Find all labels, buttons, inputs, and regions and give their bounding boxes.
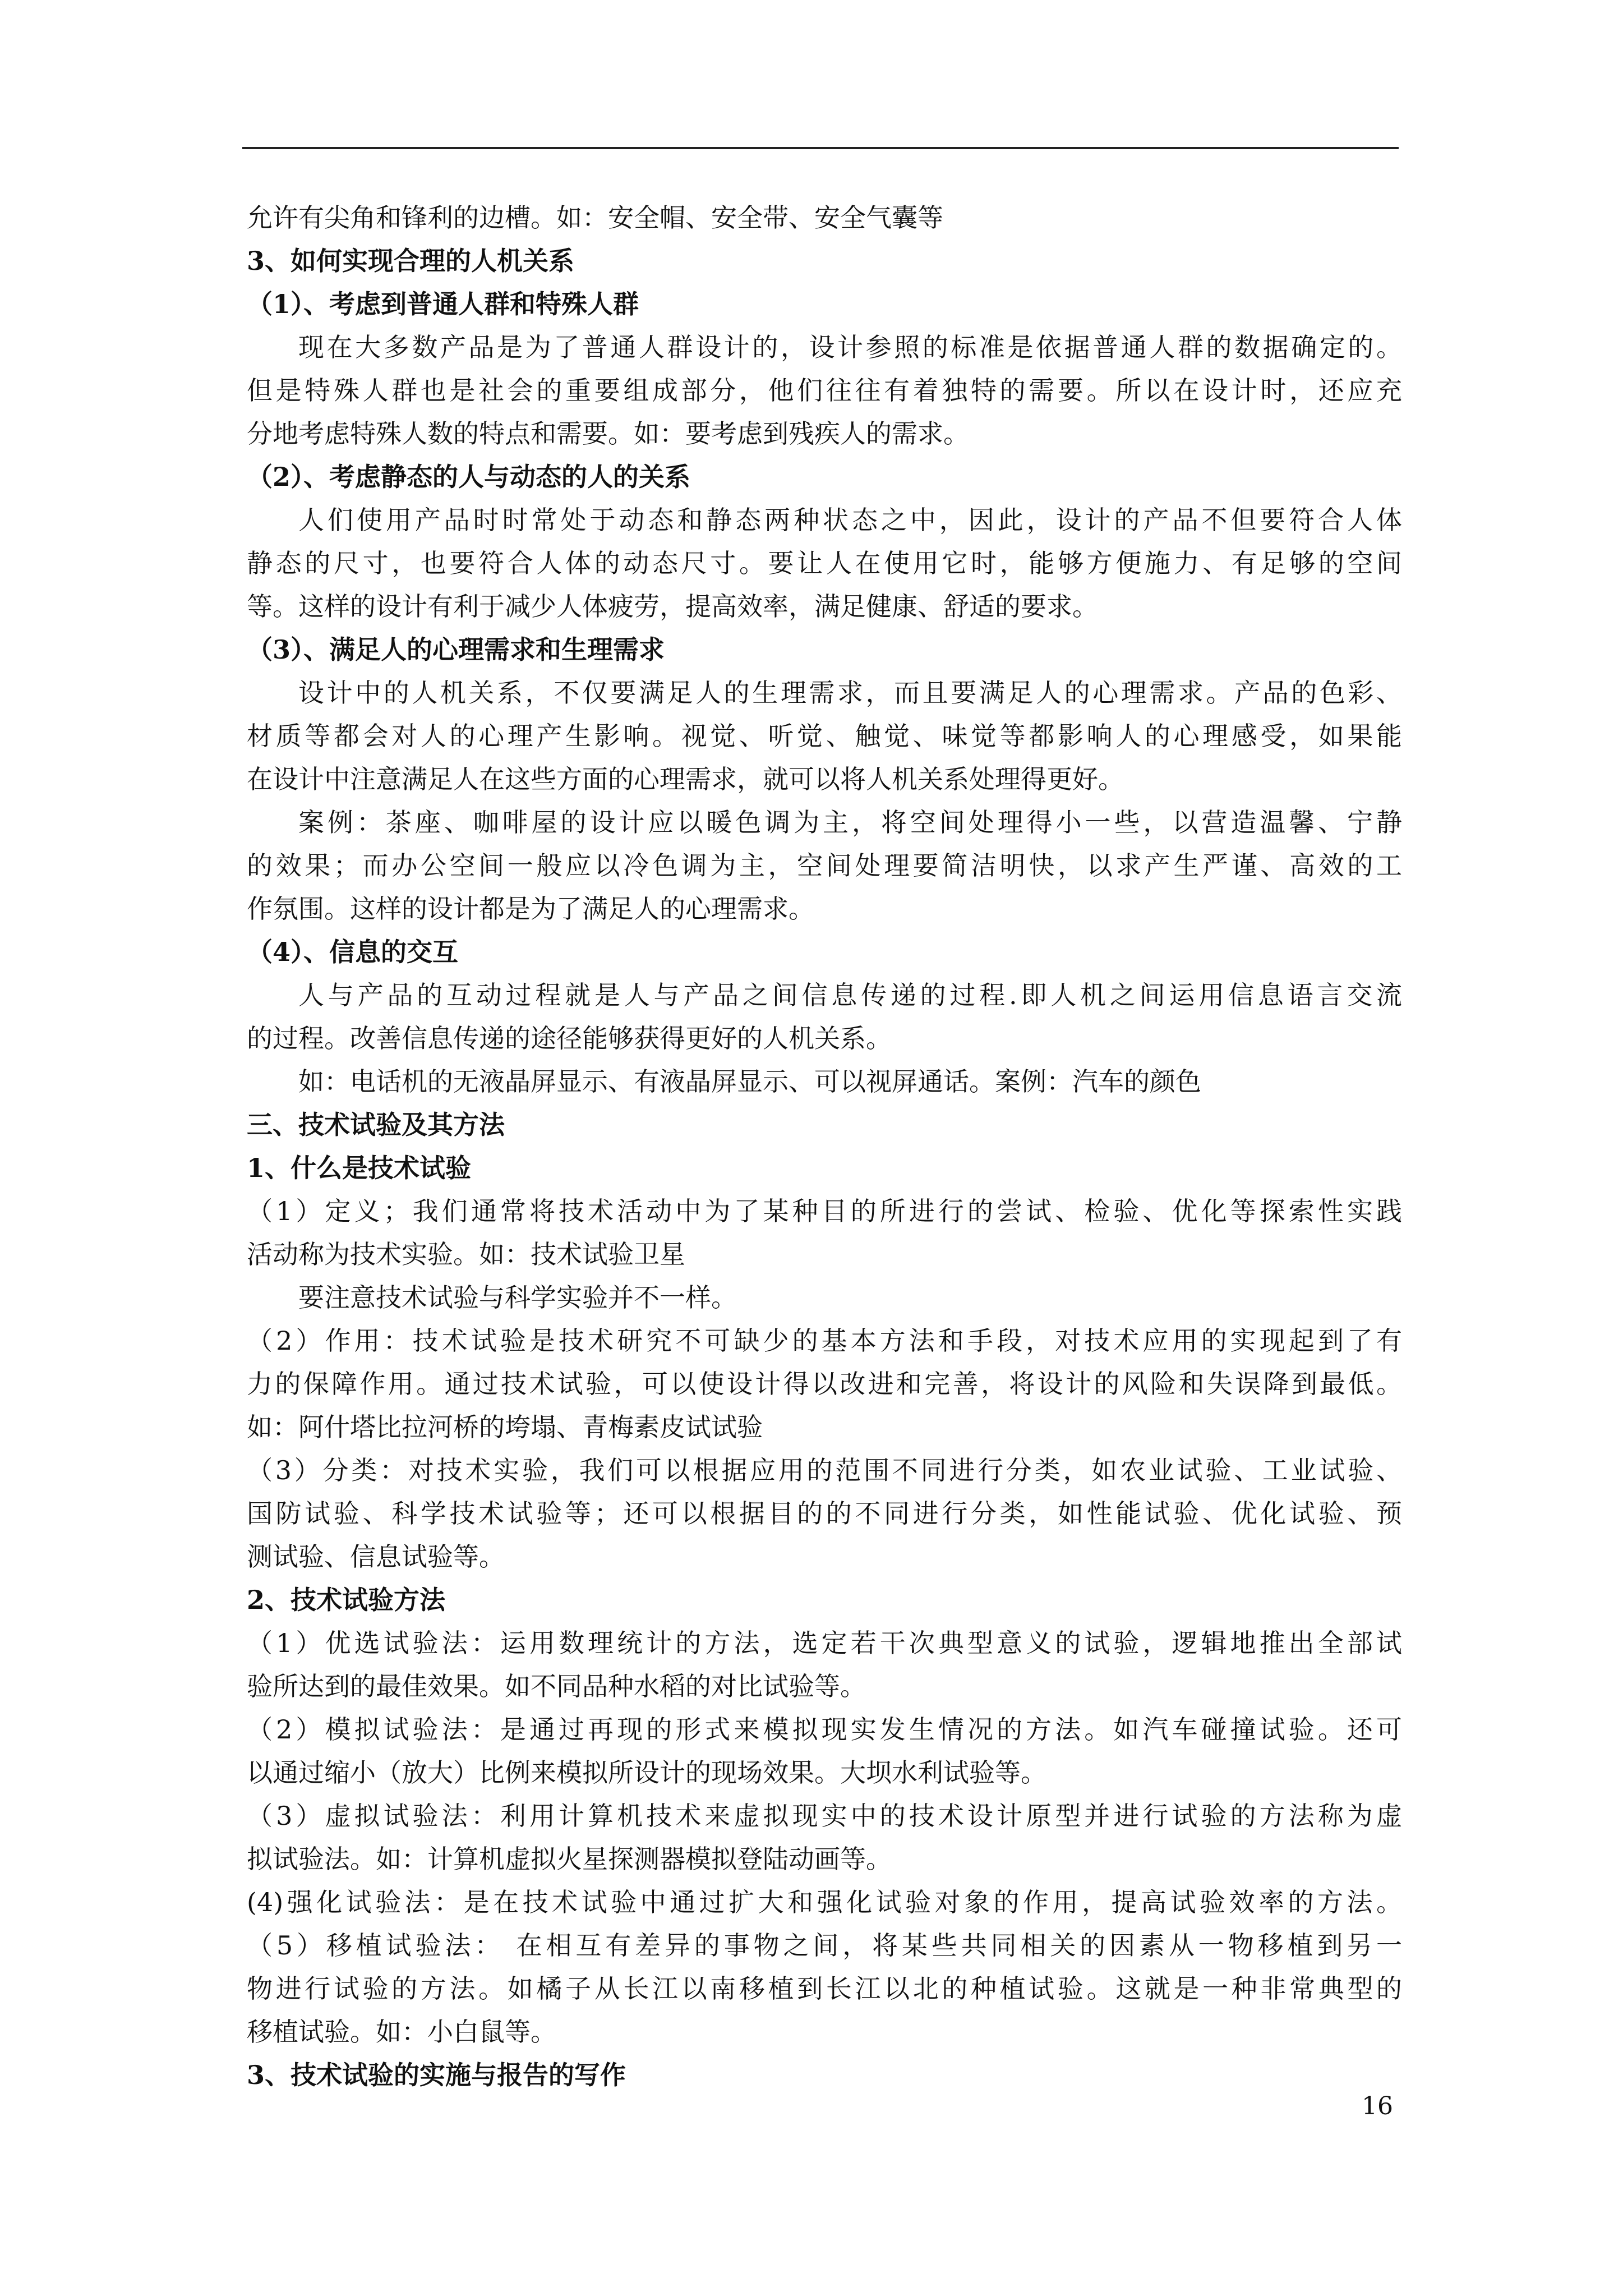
text-line: （1）定义；我们通常将技术活动中为了某种目的所进行的尝试、检验、优化等探索性实践	[247, 1196, 1402, 1226]
text-line: 国防试验、科学技术试验等；还可以根据目的的不同进行分类，如性能试验、优化试验、预	[247, 1498, 1402, 1529]
text-line: 设计中的人机关系，不仅要满足人的生理需求，而且要满足人的心理需求。产品的色彩、	[298, 678, 1402, 708]
text-line: （2）作用：技术试验是技术研究不可缺少的基本方法和手段，对技术应用的实现起到了有	[247, 1326, 1402, 1356]
page-number: 16	[1362, 2092, 1393, 2120]
text-line: 要注意技术试验与科学实验并不一样。	[298, 1282, 737, 1313]
text-line: 现在大多数产品是为了普通人群设计的，设计参照的标准是依据普通人群的数据确定的。	[298, 332, 1402, 362]
section-heading: （2）、考虑静态的人与动态的人的关系	[247, 462, 691, 492]
text-line: 静态的尺寸，也要符合人体的动态尺寸。要让人在使用它时，能够方便施力、有足够的空间	[247, 548, 1402, 578]
text-line: 测试验、信息试验等。	[247, 1542, 505, 1572]
text-line: 作氛围。这样的设计都是为了满足人的心理需求。	[247, 894, 814, 924]
text-line: （1）优选试验法：运用数理统计的方法，选定若干次典型意义的试验，逻辑地推出全部试	[247, 1628, 1402, 1658]
section-heading: （1）、考虑到普通人群和特殊人群	[247, 289, 639, 319]
text-line: 允许有尖角和锋利的边槽。如：安全帽、安全带、安全气囊等	[247, 203, 943, 233]
text-line: （5）移植试验法： 在相互有差异的事物之间，将某些共同相关的因素从一物移植到另一	[247, 1930, 1402, 1961]
text-line: （3）分类：对技术实验，我们可以根据应用的范围不同进行分类，如农业试验、工业试验、	[247, 1455, 1402, 1485]
header-rule	[242, 147, 1399, 149]
section-heading: 3、技术试验的实施与报告的写作	[247, 2060, 626, 2090]
text-line: 人们使用产品时时常处于动态和静态两种状态之中，因此，设计的产品不但要符合人体	[298, 505, 1402, 535]
text-line: 如：电话机的无液晶屏显示、有液晶屏显示、可以视屏通话。案例：汽车的颜色	[298, 1066, 1201, 1097]
section-heading: 3、如何实现合理的人机关系	[247, 246, 575, 276]
text-line: （3）虚拟试验法：利用计算机技术来虚拟现实中的技术设计原型并进行试验的方法称为虚	[247, 1801, 1402, 1831]
page-body	[247, 196, 1402, 2097]
text-line: 分地考虑特殊人数的特点和需要。如：要考虑到残疾人的需求。	[247, 418, 969, 449]
section-heading: 1、什么是技术试验	[247, 1153, 472, 1183]
text-line: （2）模拟试验法：是通过再现的形式来模拟现实发生情况的方法。如汽车碰撞试验。还可	[247, 1714, 1402, 1745]
text-line: 移植试验。如：小白鼠等。	[247, 2017, 556, 2047]
section-heading: 2、技术试验方法	[247, 1585, 446, 1615]
text-line: 以通过缩小（放大）比例来模拟所设计的现场效果。大坝水利试验等。	[247, 1757, 1046, 1788]
text-line: 的效果；而办公空间一般应以冷色调为主，空间处理要简洁明快，以求产生严谨、高效的工	[247, 850, 1402, 881]
text-line: 材质等都会对人的心理产生影响。视觉、听觉、触觉、味觉等都影响人的心理感受，如果能	[247, 721, 1402, 751]
section-heading: 三、技术试验及其方法	[247, 1110, 505, 1140]
text-line: 等。这样的设计有利于减少人体疲劳，提高效率，满足健康、舒适的要求。	[247, 591, 1098, 622]
text-line: 验所达到的最佳效果。如不同品种水稻的对比试验等。	[247, 1671, 866, 1701]
text-line: 拟试验法。如：计算机虚拟火星探测器模拟登陆动画等。	[247, 1844, 892, 1874]
text-line: 力的保障作用。通过技术试验，可以使设计得以改进和完善，将设计的风险和失误降到最低。	[247, 1369, 1402, 1399]
section-heading: （4）、信息的交互	[247, 937, 459, 967]
section-heading: （3）、满足人的心理需求和生理需求	[247, 634, 665, 665]
text-line: 人与产品的互动过程就是人与产品之间信息传递的过程.即人机之间运用信息语言交流	[298, 980, 1402, 1010]
text-line: 如：阿什塔比拉河桥的垮塌、青梅素皮试试验	[247, 1412, 763, 1442]
text-line: (4)强化试验法：是在技术试验中通过扩大和强化试验对象的作用，提高试验效率的方法。	[247, 1887, 1402, 1917]
text-line: 在设计中注意满足人在这些方面的心理需求，就可以将人机关系处理得更好。	[247, 764, 1124, 794]
text-line: 但是特殊人群也是社会的重要组成部分，他们往往有着独特的需要。所以在设计时，还应充	[247, 375, 1402, 406]
text-line: 案例：茶座、咖啡屋的设计应以暖色调为主，将空间处理得小一些，以营造温馨、宁静	[298, 807, 1402, 838]
text-line: 活动称为技术实验。如：技术试验卫星	[247, 1239, 685, 1269]
text-line: 的过程。改善信息传递的途径能够获得更好的人机关系。	[247, 1023, 892, 1053]
text-line: 物进行试验的方法。如橘子从长江以南移植到长江以北的种植试验。这就是一种非常典型的	[247, 1973, 1402, 2004]
